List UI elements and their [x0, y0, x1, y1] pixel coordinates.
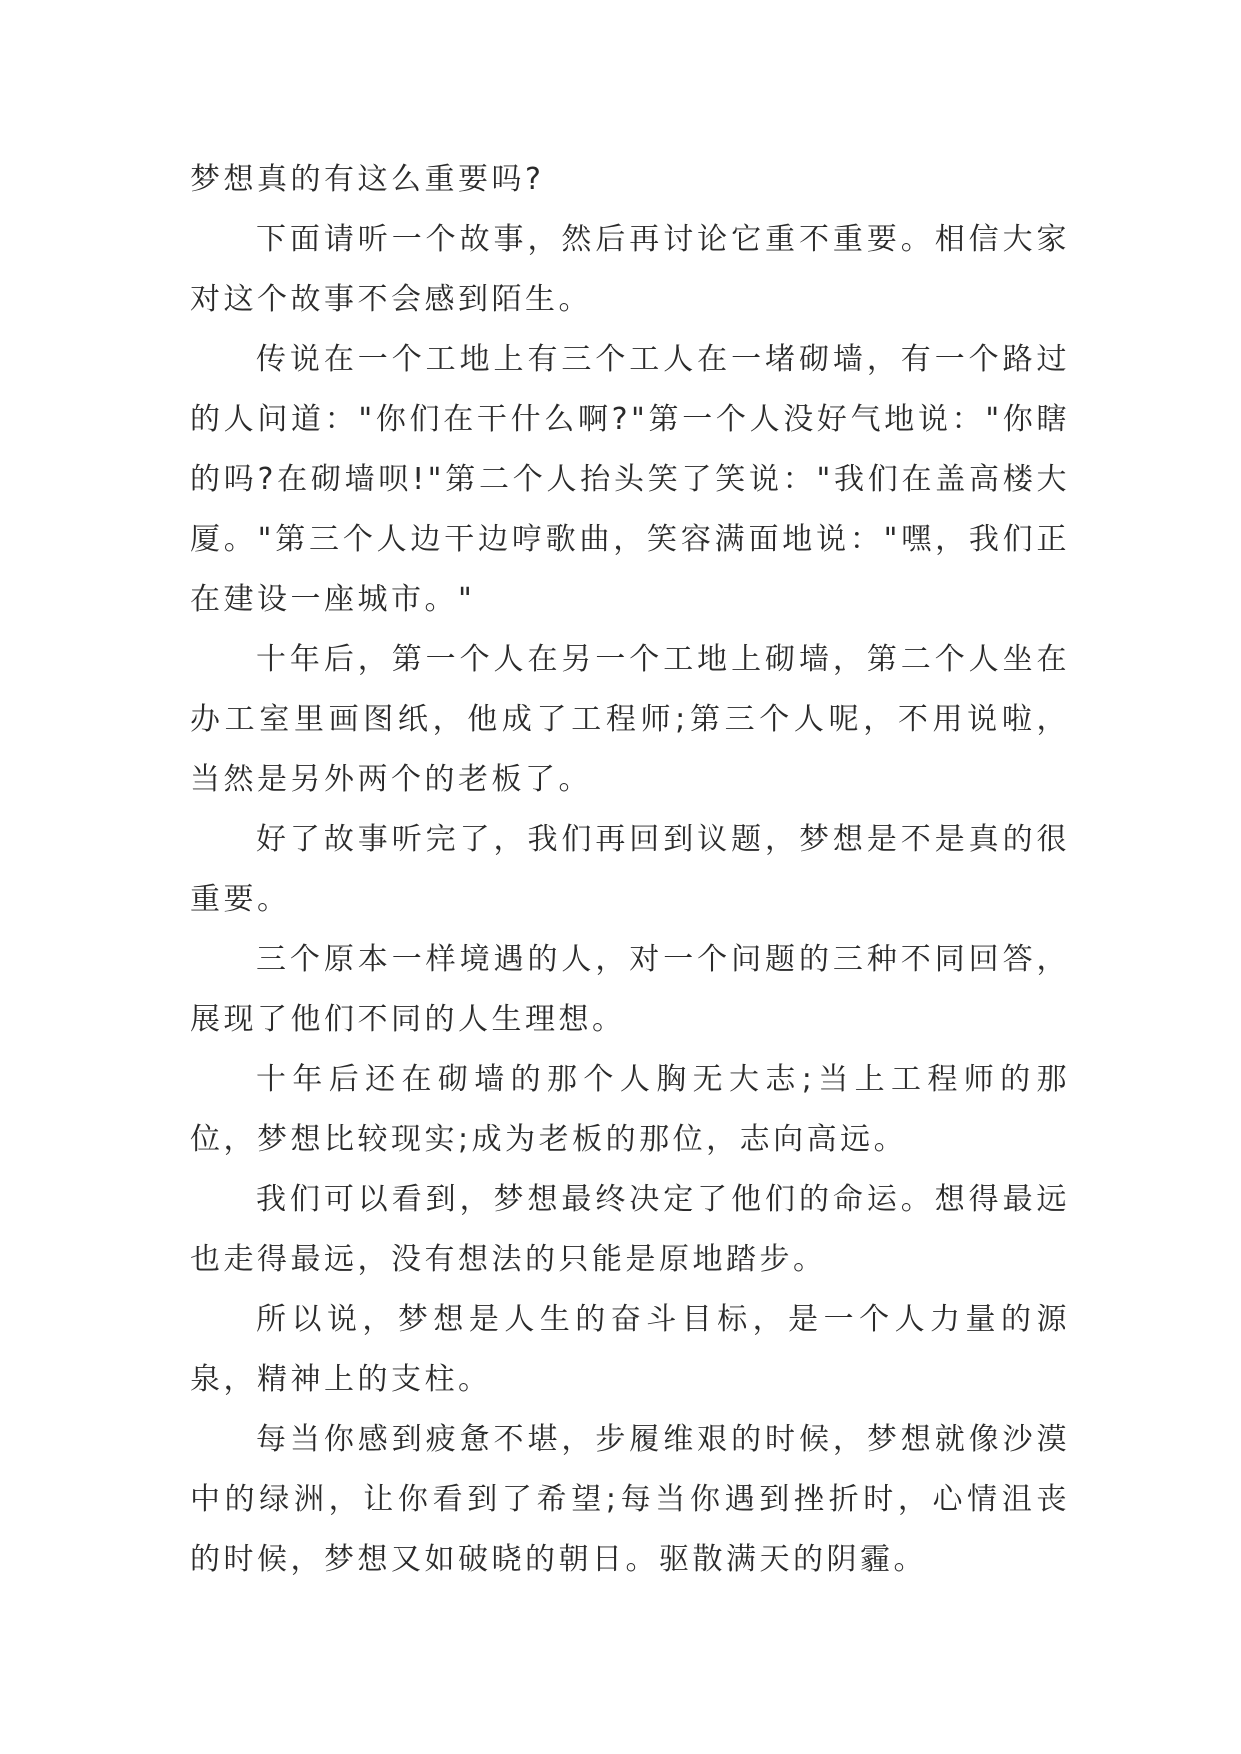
paragraph-dream-hope: 每当你感到疲惫不堪，步履维艰的时候，梦想就像沙漠中的绿洲，让你看到了希望;每当你遇到挫折时，心情沮丧的时候，梦想又如破晓的朝日。驱散满天的阴霾。 — [190, 1422, 1070, 1577]
paragraph-question: 梦想真的有这么重要吗? — [190, 162, 545, 197]
paragraph-ten-years-later: 十年后，第一个人在另一个工地上砌墙，第二个人坐在办工室里画图纸，他成了工程师;第三个人呢，不用说啦，当然是另外两个的老板了。 — [190, 642, 1070, 797]
paragraph-story: 传说在一个工地上有三个工人在一堵砌墙，有一个路过的人问道："你们在干什么啊?"第一个人没好气地说："你瞎的吗?在砌墙呗!"第二个人抬头笑了笑说："我们在盖高楼大厦。"第三个人边干边哼歌曲，笑容满面地说："嘿，我们正在建设一座城市。" — [190, 342, 1070, 617]
paragraph-dream-meaning: 所以说，梦想是人生的奋斗目标，是一个人力量的源泉，精神上的支柱。 — [190, 1302, 1070, 1397]
paragraph-back-to-topic: 好了故事听完了，我们再回到议题，梦想是不是真的很重要。 — [190, 822, 1070, 917]
paragraph-outcomes: 十年后还在砌墙的那个人胸无大志;当上工程师的那位，梦想比较现实;成为老板的那位，志向高远。 — [190, 1062, 1070, 1157]
document-body — [190, 150, 1070, 1590]
paragraph-three-answers: 三个原本一样境遇的人，对一个问题的三种不同回答，展现了他们不同的人生理想。 — [190, 942, 1070, 1037]
paragraph-story-intro: 下面请听一个故事，然后再讨论它重不重要。相信大家对这个故事不会感到陌生。 — [190, 222, 1070, 317]
paragraph-conclusion: 我们可以看到，梦想最终决定了他们的命运。想得最远也走得最远，没有想法的只能是原地踏步。 — [190, 1182, 1070, 1277]
